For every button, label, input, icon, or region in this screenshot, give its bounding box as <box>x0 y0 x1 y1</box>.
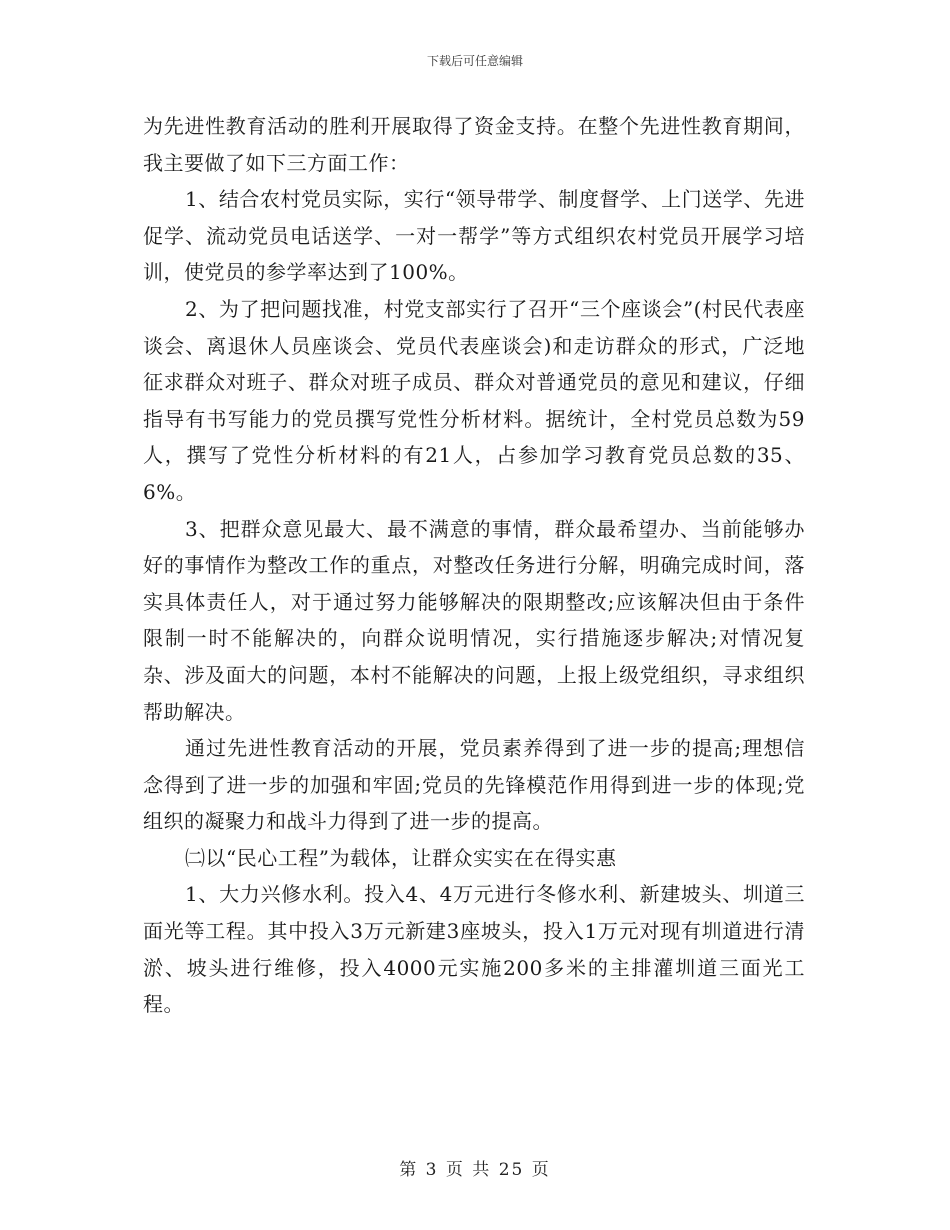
paragraph-continuation: 为先进性教育活动的胜利开展取得了资金支持。在整个先进性教育期间，我主要做了如下三方面工作： <box>143 114 805 175</box>
document-body <box>143 108 805 1023</box>
paragraph-water-conservancy: 1、大力兴修水利。投入4、4万元进行冬修水利、新建坡头、圳道三面光等工程。其中投入3万元新建3座坡头，投入1万元对现有圳道进行清淤、坡头进行维修，投入4000元实施200多米的主排灌圳道三面光工程。 <box>143 882 805 1017</box>
paragraph-summary: 通过先进性教育活动的开展，党员素养得到了进一步的提高;理想信念得到了进一步的加强和牢固;党员的先锋模范作用得到进一步的体现;党组织的凝聚力和战斗力得到了进一步的提高。 <box>143 736 805 834</box>
paragraph-item-1: 1、结合农村党员实际，实行“领导带学、制度督学、上门送学、先进促学、流动党员电话送学、一对一帮学”等方式组织农村党员开展学习培训，使党员的参学率达到了100%。 <box>143 187 805 285</box>
section-heading: ㈡以“民心工程”为载体，让群众实实在在得实惠 <box>185 845 617 870</box>
paragraph-item-3: 3、把群众意见最大、最不满意的事情，群众最希望办、当前能够办好的事情作为整改工作的重点，对整改任务进行分解，明确完成时间，落实具体责任人，对于通过努力能够解决的限期整改;应该解决但由于条件限制一时不能解决的，向群众说明情况，实行措施逐步解决;对情况复杂、涉及面大的问题，本村不能解决的问题，上报上级党组织，寻求组织帮助解决。 <box>143 516 805 724</box>
paragraph-item-2: 2、为了把问题找准，村党支部实行了召开“三个座谈会”(村民代表座谈会、离退休人员座谈会、党员代表座谈会)和走访群众的形式，广泛地征求群众对班子、群众对班子成员、群众对普通党员的意见和建议，仔细指导有书写能力的党员撰写党性分析材料。据统计，全村党员总数为59人，撰写了党性分析材料的有21人，占参加学习教育党员总数的35、6%。 <box>143 296 805 504</box>
page-number: 第 3 页 共 25 页 <box>399 1160 551 1180</box>
page-header: 下载后可任意编辑 <box>426 54 523 68</box>
